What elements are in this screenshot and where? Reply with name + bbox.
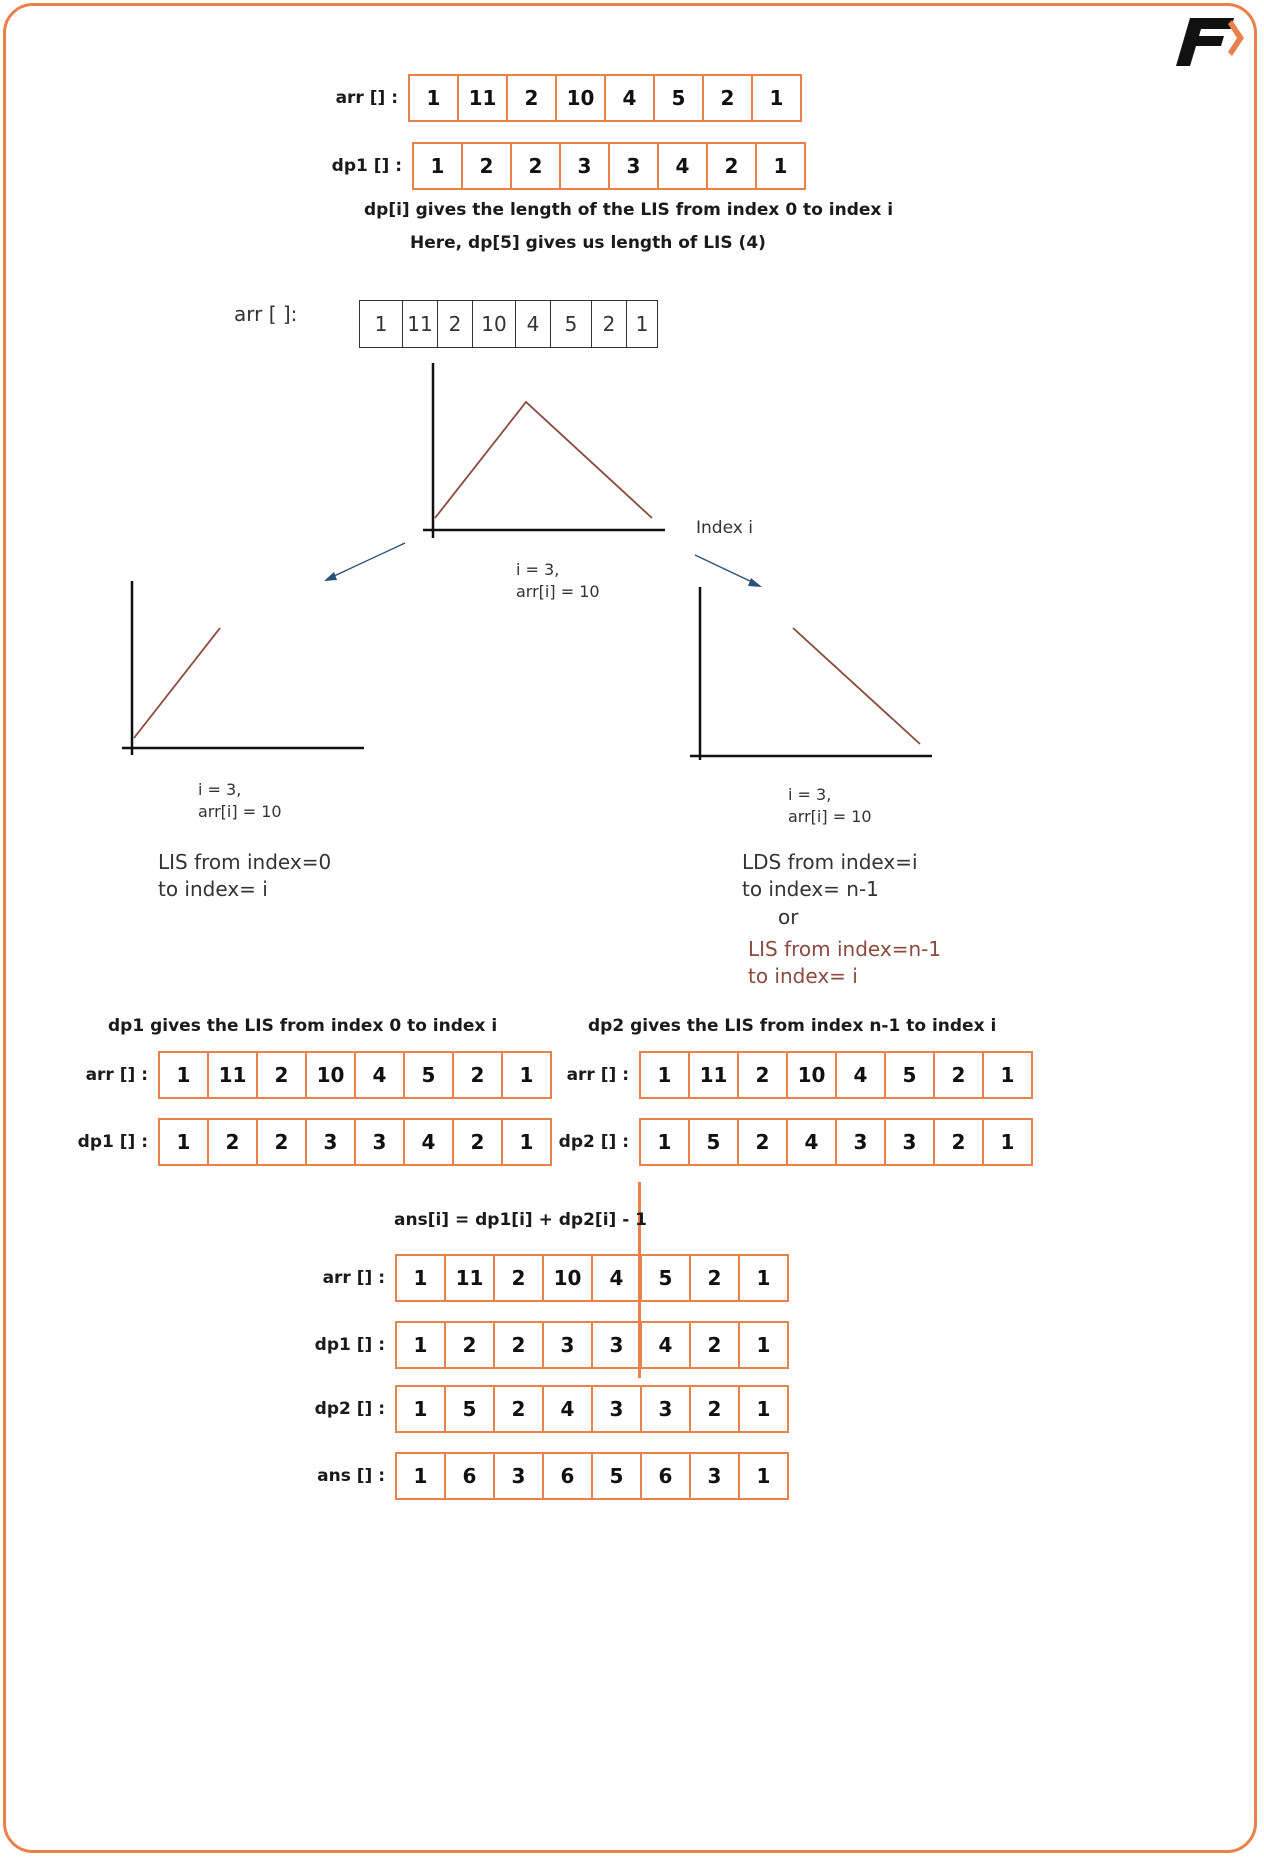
- array-cell: 1: [397, 1256, 446, 1300]
- cells: [158, 1118, 552, 1166]
- array-cell: 3: [561, 144, 610, 188]
- array-cell: 2: [512, 144, 561, 188]
- row-label: dp1 [] :: [77, 1132, 148, 1152]
- row-label: dp1 [] :: [331, 156, 402, 176]
- array-cell: 3: [691, 1454, 740, 1498]
- array-row-arr-right: [566, 1051, 1033, 1099]
- array-cell: 2: [691, 1387, 740, 1431]
- array-cell: 2: [708, 144, 757, 188]
- left-i-value: i = 3,: [198, 780, 242, 799]
- array-cell: 5: [655, 76, 704, 120]
- array-cell: 1: [519, 1130, 534, 1154]
- right-or-text: or: [778, 905, 799, 929]
- left-arr-value: arr[i] = 10: [198, 802, 282, 821]
- sketch-array-cell: 2: [592, 301, 627, 347]
- array-cell: 1: [397, 1323, 446, 1367]
- row-label: dp2 [] :: [314, 1399, 385, 1419]
- array-cell: 5: [886, 1053, 935, 1097]
- row-label: arr [] :: [322, 1268, 385, 1288]
- right-arrow-line: [695, 555, 752, 582]
- right-desc-line2: to index= n-1: [742, 877, 879, 901]
- array-cell: 2: [446, 1323, 495, 1367]
- row-label: ans [] :: [317, 1466, 385, 1486]
- array-cell: 1: [756, 1464, 771, 1488]
- array-cell: 1: [1000, 1063, 1015, 1087]
- row-label: arr [] :: [335, 88, 398, 108]
- array-cell: 2: [935, 1053, 984, 1097]
- sketch-array-cell: 2: [438, 301, 473, 347]
- array-cell: 2: [258, 1053, 307, 1097]
- array-cell: 10: [557, 76, 606, 120]
- array-cell: 1: [773, 154, 788, 178]
- array-cell: 1: [756, 1397, 771, 1421]
- caption-dp1-meaning: dp1 gives the LIS from index 0 to index i: [108, 1016, 498, 1036]
- array-cell: 5: [690, 1120, 739, 1164]
- array-cell: 1: [397, 1387, 446, 1431]
- array-cell: 10: [788, 1053, 837, 1097]
- cells: [395, 1321, 789, 1369]
- array-cell: 2: [691, 1323, 740, 1367]
- array-cell: 2: [258, 1120, 307, 1164]
- array-cell: 3: [837, 1120, 886, 1164]
- caption-dp5-example: Here, dp[5] gives us length of LIS (4): [410, 233, 766, 253]
- array-cell: 11: [690, 1053, 739, 1097]
- row-label: dp2 [] :: [558, 1132, 629, 1152]
- left-graph: [120, 578, 370, 758]
- right-desc-line3: LIS from index=n-1: [748, 937, 942, 961]
- array-cell: 3: [356, 1120, 405, 1164]
- array-cell: 1: [769, 86, 784, 110]
- cells: [395, 1385, 789, 1433]
- array-cell: 6: [544, 1454, 593, 1498]
- array-cell: 4: [593, 1256, 642, 1300]
- array-cell: 2: [454, 1053, 503, 1097]
- array-cell: 1: [414, 144, 463, 188]
- caption-dp-definition: dp[i] gives the length of the LIS from index 0 to index i: [364, 200, 894, 220]
- array-cell: 6: [642, 1454, 691, 1498]
- array-cell: 1: [641, 1120, 690, 1164]
- array-cell: 3: [495, 1454, 544, 1498]
- right-desc-line1: LDS from index=i: [742, 850, 918, 874]
- array-cell: 4: [405, 1120, 454, 1164]
- array-cell: 3: [593, 1323, 642, 1367]
- row-label: dp1 [] :: [314, 1335, 385, 1355]
- left-desc-line2: to index= i: [158, 877, 268, 901]
- sketch-array-cell: 10: [473, 301, 516, 347]
- array-cell: 10: [544, 1256, 593, 1300]
- array-cell: 1: [160, 1053, 209, 1097]
- array-cell: 3: [642, 1387, 691, 1431]
- formula-ans: ans[i] = dp1[i] + dp2[i] - 1: [394, 1210, 648, 1230]
- array-cell: 4: [544, 1387, 593, 1431]
- right-graph: [688, 584, 938, 764]
- array-cell: 5: [642, 1256, 691, 1300]
- array-cell: 4: [606, 76, 655, 120]
- left-arrow-line: [332, 543, 405, 577]
- cells: [639, 1051, 1033, 1099]
- array-cell: 4: [837, 1053, 886, 1097]
- cells: [395, 1452, 789, 1500]
- cells: [639, 1118, 1033, 1166]
- array-cell: 4: [659, 144, 708, 188]
- array-cell: 3: [886, 1120, 935, 1164]
- array-cell: 3: [593, 1387, 642, 1431]
- array-cell: 2: [739, 1053, 788, 1097]
- array-cell: 11: [209, 1053, 258, 1097]
- array-cell: 2: [935, 1120, 984, 1164]
- array-cell: 4: [788, 1120, 837, 1164]
- sketch-array-cell: 5: [551, 301, 592, 347]
- array-cell: 5: [593, 1454, 642, 1498]
- array-cell: 5: [405, 1053, 454, 1097]
- row-label: arr [] :: [85, 1065, 148, 1085]
- array-cell: 2: [463, 144, 512, 188]
- array-row-dp2-final: [314, 1385, 789, 1433]
- array-cell: 4: [356, 1053, 405, 1097]
- array-cell: 1: [160, 1120, 209, 1164]
- array-cell: 5: [446, 1387, 495, 1431]
- array-cell: 2: [495, 1387, 544, 1431]
- right-arr-value: arr[i] = 10: [788, 807, 872, 826]
- cells: [158, 1051, 552, 1099]
- sketch-arr-label: arr [ ]:: [234, 302, 298, 326]
- array-cell: 1: [756, 1266, 771, 1290]
- center-i-value: i = 3,: [516, 560, 560, 579]
- array-row-ans-final: [317, 1452, 789, 1500]
- sketch-array-cell: 4: [516, 301, 551, 347]
- sketch-array-cell: 1: [635, 312, 649, 336]
- right-i-value: i = 3,: [788, 785, 832, 804]
- array-row-dp1-final: [314, 1321, 789, 1369]
- array-row-arr-left: [85, 1051, 552, 1099]
- index-axis-label: Index i: [696, 518, 753, 538]
- cells: [395, 1254, 789, 1302]
- array-cell: 2: [454, 1120, 503, 1164]
- array-cell: 2: [691, 1256, 740, 1300]
- increasing-curve: [134, 628, 220, 738]
- sketch-array-cell: 11: [403, 301, 438, 347]
- array-cell: 3: [544, 1323, 593, 1367]
- array-cell: 1: [519, 1063, 534, 1087]
- left-desc-line1: LIS from index=0: [158, 850, 332, 874]
- array-cell: 1: [641, 1053, 690, 1097]
- array-cell: 3: [307, 1120, 356, 1164]
- center-arr-value: arr[i] = 10: [516, 582, 600, 601]
- array-cell: 11: [459, 76, 508, 120]
- array-row-arr-final: [322, 1254, 789, 1302]
- array-cell: 6: [446, 1454, 495, 1498]
- array-cell: 1: [1000, 1130, 1015, 1154]
- array-cell: 2: [495, 1323, 544, 1367]
- array-cell: 3: [610, 144, 659, 188]
- row-label: arr [] :: [566, 1065, 629, 1085]
- array-cell: 11: [446, 1256, 495, 1300]
- array-cell: 4: [642, 1323, 691, 1367]
- array-cell: 1: [410, 76, 459, 120]
- array-cell: 1: [756, 1333, 771, 1357]
- array-cell: 2: [495, 1256, 544, 1300]
- array-cell: 1: [397, 1454, 446, 1498]
- decreasing-curve: [793, 628, 920, 744]
- right-desc-line4: to index= i: [748, 964, 858, 988]
- array-cell: 2: [508, 76, 557, 120]
- array-cell: 2: [209, 1120, 258, 1164]
- caption-dp2-meaning: dp2 gives the LIS from index n-1 to index i: [588, 1016, 997, 1036]
- sketch-array-cell: 1: [360, 301, 403, 347]
- array-row-dp2-right: [558, 1118, 1033, 1166]
- array-row-dp1-left: [77, 1118, 552, 1166]
- array-cell: 10: [307, 1053, 356, 1097]
- array-cell: 2: [739, 1120, 788, 1164]
- array-cell: 2: [704, 76, 753, 120]
